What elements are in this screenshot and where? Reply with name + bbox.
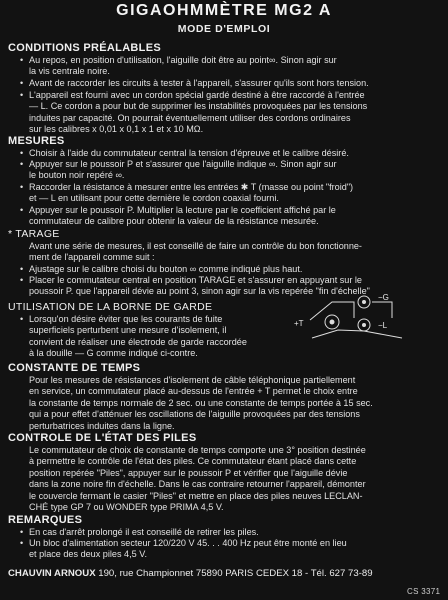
document-title: GIGAOHMMÈTRE MG2 A bbox=[116, 2, 332, 19]
document-subtitle: MODE D'EMPLOI bbox=[177, 23, 271, 35]
remarques-item-2: Un bloc d'alimentation secteur 120/220 V 45. . . 400 Hz peut être monté en lieu et place des deux piles 4,5 V. bbox=[29, 538, 347, 560]
mesures-item-2: Appuyer sur le poussoir P et s'assurer que l'aiguille indique ∞. Sinon agir sur le bouton noir repéré ∞. bbox=[29, 159, 337, 181]
terminal-G-core bbox=[362, 300, 366, 304]
bullet: • bbox=[20, 527, 24, 537]
tarage-item-2: Placer le commutateur central en position TARAGE et s'assurer en appuyant sur le poussoir P. que l'appareil dévie au point 3, sinon agir sur la vis repérée "fin d'échelle" bbox=[29, 275, 370, 297]
mesures-item-3: Raccorder la résistance à mesurer entre les entrées ✱ T (masse ou point "froid") et — L en utilisant pour cette dernière le cordon coaxial fourni. bbox=[29, 182, 354, 204]
footer-address-text: 190, rue Championnet 75890 PARIS CEDEX 18 - Tél. 627 73-89 bbox=[95, 568, 373, 579]
heading-constante: CONSTANTE DE TEMPS bbox=[8, 362, 141, 374]
label-T: +T bbox=[294, 319, 304, 328]
piles-text: Le commutateur de choix de constante de temps comporte une 3° position destinée à permettre le contrôle de l'état des piles. Ce commutateur étant placé dans cette position repérée "Piles", appuyer sur le poussoir P et vérifier que l'aiguille dévie dans la zone noire fin d'échelle. Dans le cas contraire retourner l'appareil, démonter le couvercle fermant le casier "Piles" et mettre en place des piles neuves LECLAN- CHÉ type GP 7 ou WONDER type PRIMA 4,5 V. bbox=[29, 445, 366, 513]
heading-tarage: * TARAGE bbox=[8, 228, 60, 240]
heading-conditions: CONDITIONS PRÉALABLES bbox=[8, 42, 161, 54]
bullet: • bbox=[20, 159, 24, 169]
bullet: • bbox=[20, 90, 24, 100]
tarage-item-1: Ajustage sur le calibre choisi du bouton ∞ comme indiqué plus haut. bbox=[29, 264, 303, 274]
bullet: • bbox=[20, 314, 24, 324]
remarques-item-1: En cas d'arrêt prolongé il est conseillé de retirer les piles. bbox=[29, 527, 259, 537]
heading-remarques: REMARQUES bbox=[8, 514, 83, 526]
bullet: • bbox=[20, 55, 24, 65]
conditions-item-2: Avant de raccorder les circuits à tester à l'appareil, s'assurer qu'ils sont hors tension. bbox=[29, 78, 369, 88]
bullet: • bbox=[20, 78, 24, 88]
document-code: CS 3371 bbox=[407, 587, 441, 596]
footer-address bbox=[8, 568, 373, 579]
bullet: • bbox=[20, 538, 24, 548]
bullet: • bbox=[20, 148, 24, 158]
terminal-L-core bbox=[362, 323, 366, 327]
bullet: • bbox=[20, 264, 24, 274]
bullet: • bbox=[20, 182, 24, 192]
mesures-item-1: Choisir à l'aide du commutateur central la tension d'épreuve et le calibre désiré. bbox=[29, 148, 349, 158]
bullet: • bbox=[20, 275, 24, 285]
conditions-item-3: L'appareil est fourni avec un cordon spécial gardé destiné à être raccordé à l'entrée — L. Ce cordon a pour but de supprimer les instabilités provoquées par les tensions induites par capacité. On pourrait éventuellement utiliser des cordons ordinaires sur les calibres x 0,01 x 0,1 x 1 et x 10 MΩ. bbox=[29, 90, 368, 135]
footer-brand: CHAUVIN ARNOUX bbox=[8, 568, 96, 579]
heading-mesures: MESURES bbox=[8, 135, 65, 147]
heading-piles: CONTROLE DE L'ÉTAT DES PILES bbox=[8, 432, 197, 444]
guard-electrode-diagram bbox=[292, 290, 422, 342]
mesures-item-4: Appuyer sur le poussoir P. Multiplier la lecture par le coefficient affiché par le commutateur de calibre pour obtenir la valeur de la résistance mesurée. bbox=[29, 205, 336, 227]
label-L: −L bbox=[378, 321, 388, 330]
guard-wire bbox=[310, 302, 354, 320]
cable-line bbox=[312, 330, 402, 338]
garde-item-1: Lorsqu'on désire éviter que les courants de fuite superficiels perturbent une mesure d'isolement, il convient de réaliser une électrode de garde raccordée à la douille — G comme indiqué ci-contre. bbox=[29, 314, 247, 359]
terminal-T-core bbox=[330, 320, 335, 325]
heading-garde: UTILISATION DE LA BORNE DE GARDE bbox=[8, 301, 213, 313]
constante-text: Pour les mesures de résistances d'isolement de câble téléphonique partiellement en service, un commutateur placé au-dessus de l'entrée + T permet le choix entre la constante de temps normale de 2 sec. ou une constante de temps portée à 15 sec. qui a pour effet d'atténuer les oscillations de l'aiguille provoquées par des tensions perturbatrices induites dans la ligne. bbox=[29, 375, 373, 431]
tarage-intro: Avant une série de mesures, il est conseillé de faire un contrôle du bon fonctionne- ment de l'appareil comme suit : bbox=[29, 241, 362, 263]
conditions-item-1: Au repos, en position d'utilisation, l'aiguille doit être au point∞. Sinon agir sur la vis centrale noire. bbox=[29, 55, 337, 77]
label-G: −G bbox=[378, 293, 389, 302]
bullet: • bbox=[20, 205, 24, 215]
guard-lead bbox=[372, 302, 392, 318]
